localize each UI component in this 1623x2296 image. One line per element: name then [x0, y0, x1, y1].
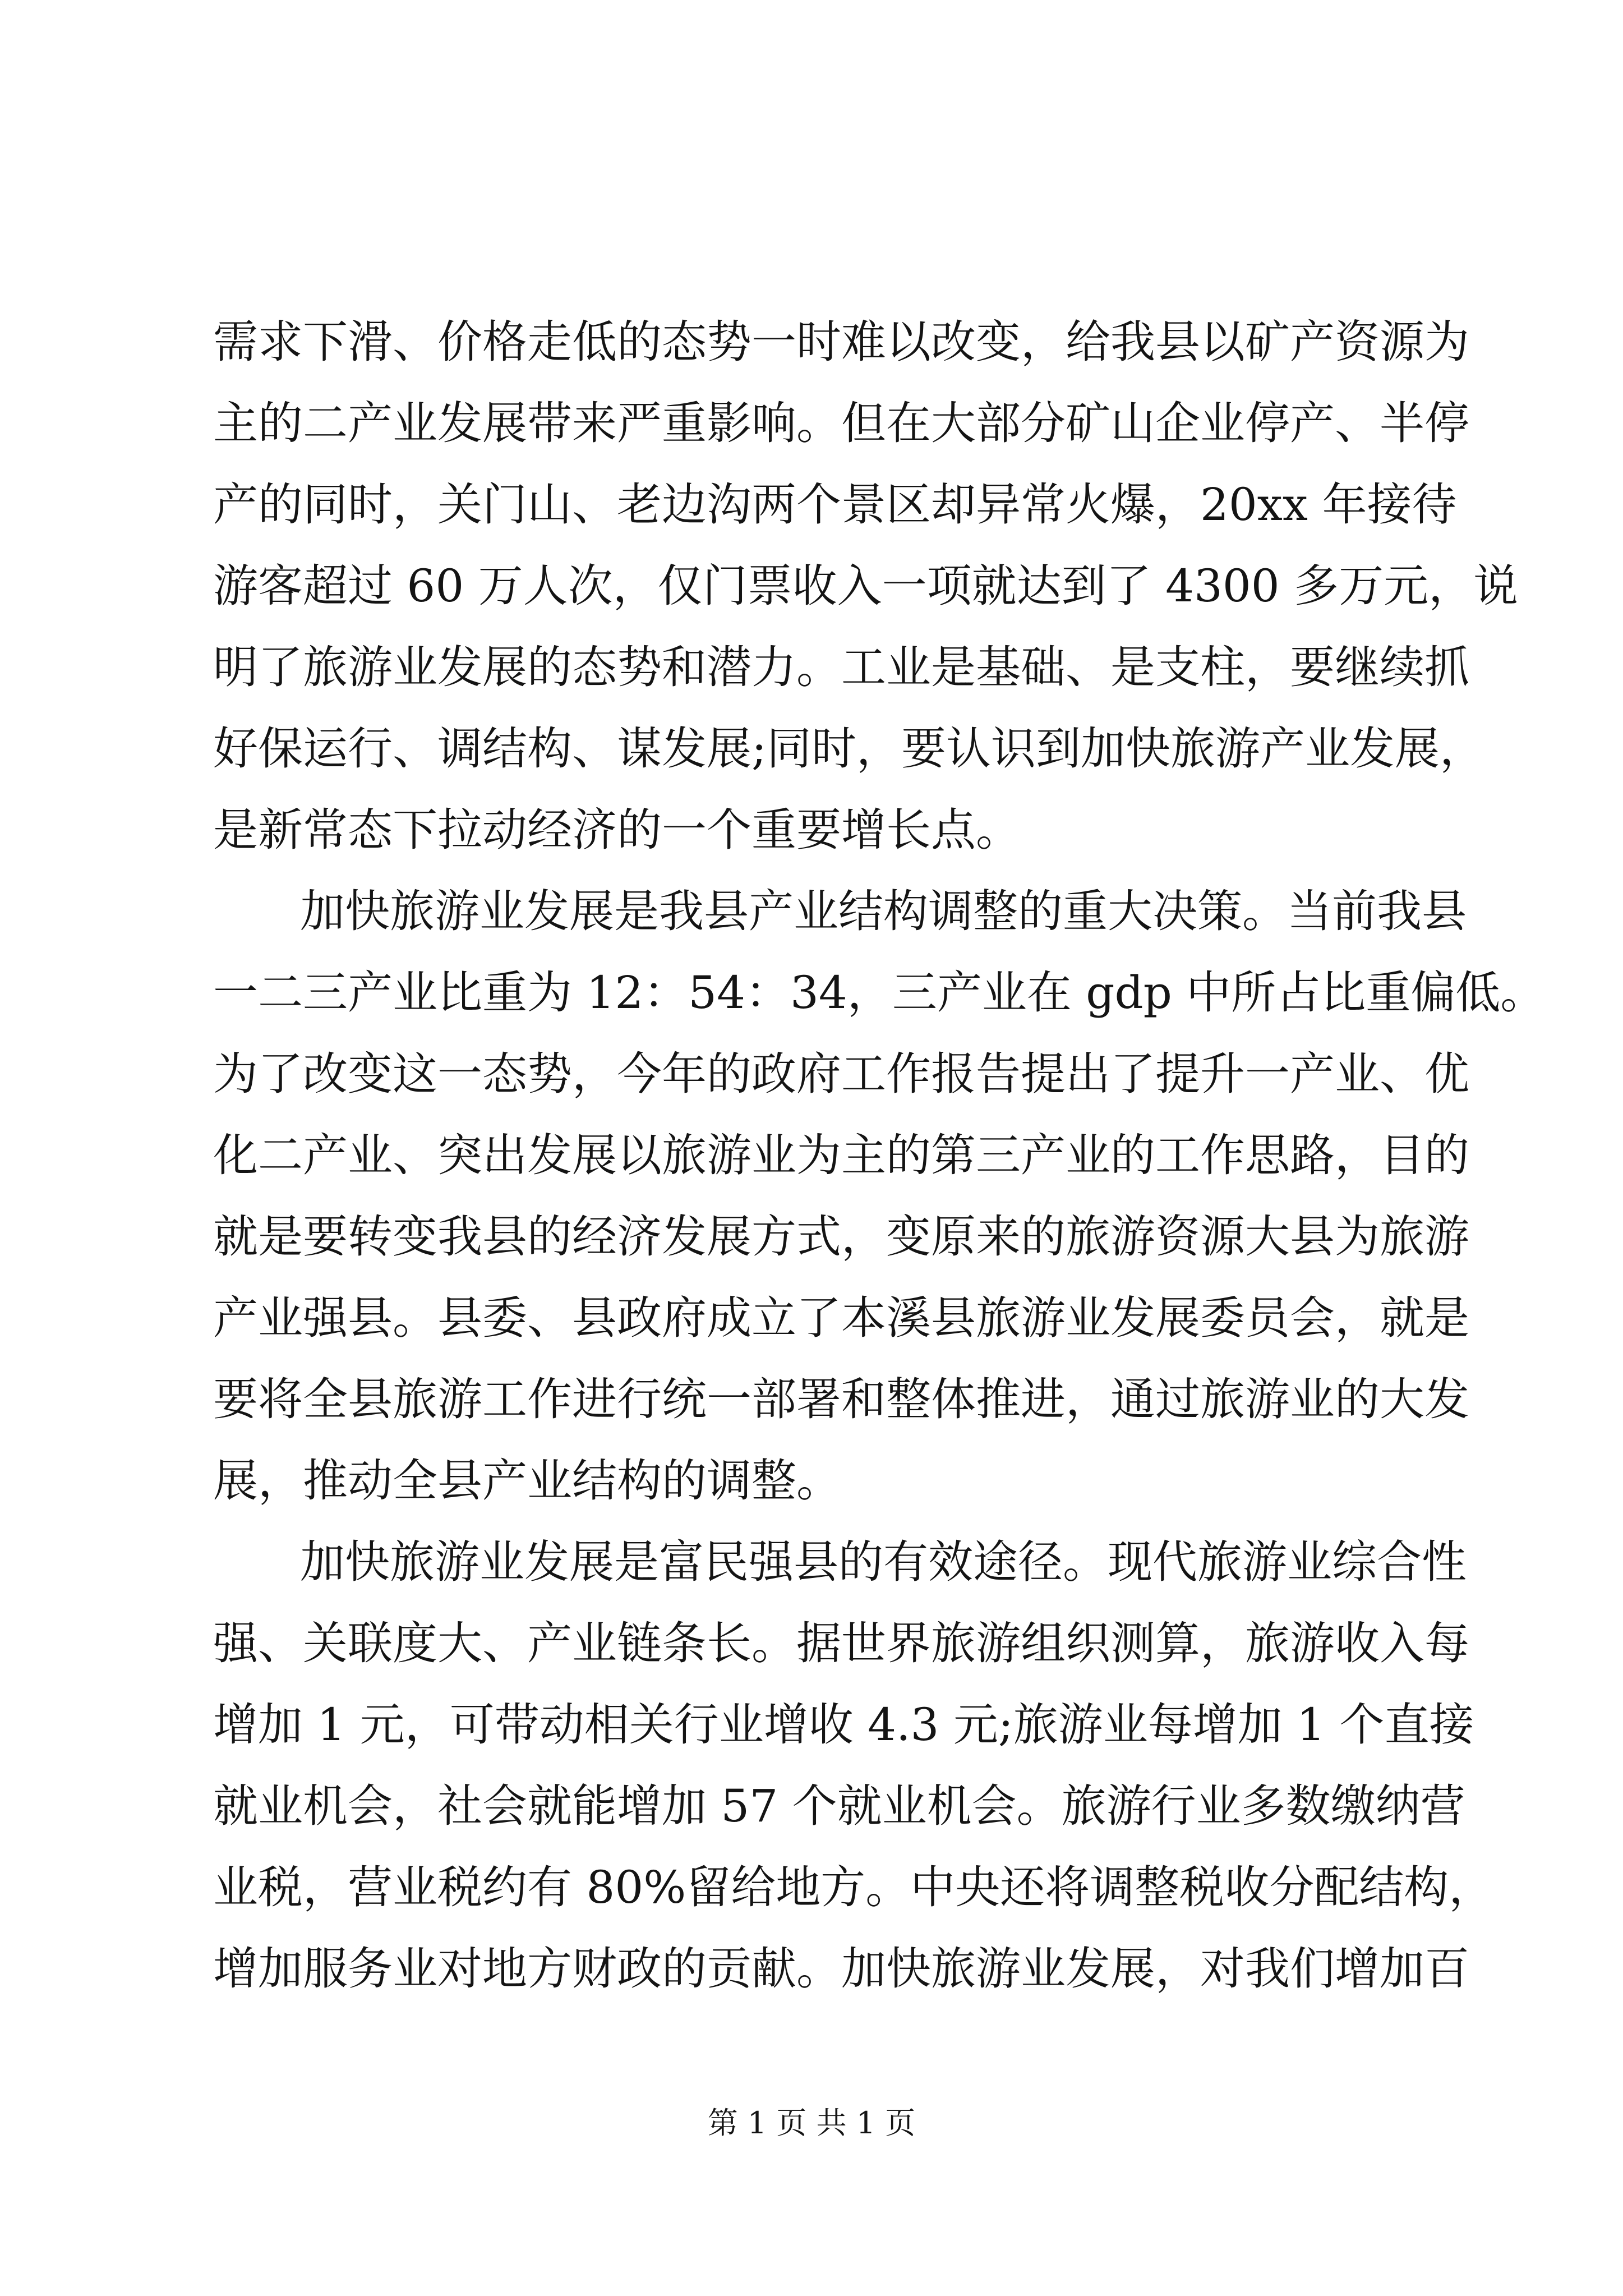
text-line-17: 强、关联度大、产业链条长。据世界旅游组织测算，旅游收入每 [213, 1617, 1469, 1669]
page-footer: 第 1 页 共 1 页 [707, 2105, 916, 2141]
text-line-20: 业税，营业税约有 80%留给地方。中央还将调整税收分配结构， [213, 1861, 1494, 1913]
text-line-10: 为了改变这一态势，今年的政府工作报告提出了提升一产业、优 [213, 1048, 1469, 1100]
text-line-19: 就业机会，社会就能增加 57 个就业机会。旅游行业多数缴纳营 [213, 1780, 1465, 1832]
text-line-13: 产业强县。县委、县政府成立了本溪县旅游业发展委员会，就是 [213, 1292, 1469, 1344]
text-line-16: 加快旅游业发展是富民强县的有效途径。现代旅游业综合性 [300, 1536, 1467, 1588]
text-line-18: 增加 1 元，可带动相关行业增收 4.3 元;旅游业每增加 1 个直接 [213, 1699, 1474, 1751]
text-line-3: 产的同时，关门山、老边沟两个景区却异常火爆，20xx 年接待 [213, 478, 1457, 531]
text-line-4: 游客超过 60 万人次，仅门票收入一项就达到了 4300 多万元，说 [213, 560, 1519, 612]
text-line-6: 好保运行、调结构、谋发展;同时，要认识到加快旅游产业发展， [213, 723, 1484, 775]
text-line-2: 主的二产业发展带来严重影响。但在大部分矿山企业停产、半停 [213, 397, 1469, 449]
text-line-11: 化二产业、突出发展以旅游业为主的第三产业的工作思路，目的 [213, 1129, 1469, 1181]
text-line-14: 要将全县旅游工作进行统一部署和整体推进，通过旅游业的大发 [213, 1373, 1469, 1425]
text-line-15: 展，推动全县产业结构的调整。 [213, 1455, 841, 1507]
text-line-5: 明了旅游业发展的态势和潜力。工业是基础、是支柱，要继续抓 [213, 641, 1469, 693]
text-line-7: 是新常态下拉动经济的一个重要增长点。 [213, 804, 1021, 856]
text-line-8: 加快旅游业发展是我县产业结构调整的重大决策。当前我县 [300, 885, 1467, 937]
text-line-12: 就是要转变我县的经济发展方式，变原来的旅游资源大县为旅游 [213, 1211, 1469, 1263]
text-line-9: 一二三产业比重为 12：54：34，三产业在 gdp 中所占比重偏低。 [213, 967, 1546, 1019]
text-line-1: 需求下滑、价格走低的态势一时难以改变，给我县以矿产资源为 [213, 316, 1469, 368]
text-line-21: 增加服务业对地方财政的贡献。加快旅游业发展，对我们增加百 [213, 1943, 1469, 1995]
